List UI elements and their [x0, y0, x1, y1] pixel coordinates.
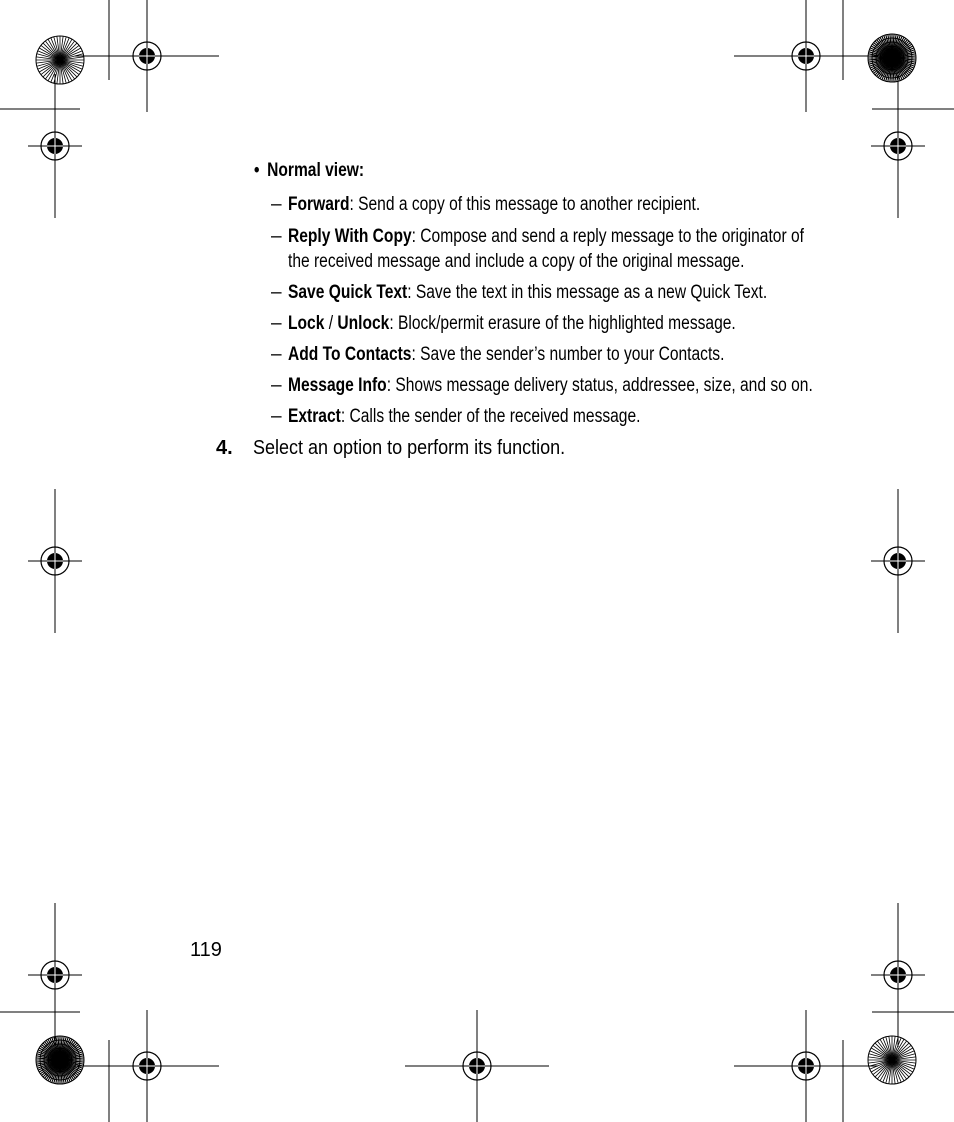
- item-description: : Save the sender’s number to your Contacts.: [411, 344, 725, 365]
- dash-icon: –: [271, 313, 282, 334]
- item-description: : Block/permit erasure of the highlighted message.: [389, 313, 736, 334]
- step-text: Select an option to perform its function.: [253, 437, 566, 459]
- item-separator: /: [324, 313, 338, 334]
- item-description: : Shows message delivery status, addressee, size, and so on.: [386, 375, 813, 396]
- dash-icon: –: [271, 226, 282, 247]
- item-description-continued: the received message and include a copy of the original message.: [288, 251, 745, 272]
- dash-icon: –: [271, 406, 282, 427]
- item-term-secondary: Unlock: [337, 313, 390, 334]
- dash-icon: –: [271, 282, 282, 303]
- dash-icon: –: [271, 375, 282, 396]
- dash-icon: –: [271, 344, 282, 365]
- item-term: Extract: [288, 406, 341, 427]
- item-term: Forward: [288, 194, 350, 215]
- bullet-icon: •: [254, 160, 260, 181]
- item-term: Reply With Copy: [288, 226, 412, 247]
- section-heading: [254, 158, 388, 184]
- item-description: : Save the text in this message as a new Quick Text.: [407, 282, 768, 303]
- item-description: : Compose and send a reply message to the originator of: [411, 226, 804, 247]
- page-number: 119: [190, 939, 222, 961]
- item-term: Save Quick Text: [288, 282, 408, 303]
- item-description: : Calls the sender of the received message.: [340, 406, 641, 427]
- step-number: 4.: [216, 437, 233, 459]
- item-term: Lock: [288, 313, 325, 334]
- item-description: : Send a copy of this message to another recipient.: [349, 194, 701, 215]
- item-term: Add To Contacts: [288, 344, 412, 365]
- item-term: Message Info: [288, 375, 387, 396]
- dash-icon: –: [271, 194, 282, 215]
- heading-text: Normal view:: [267, 160, 365, 181]
